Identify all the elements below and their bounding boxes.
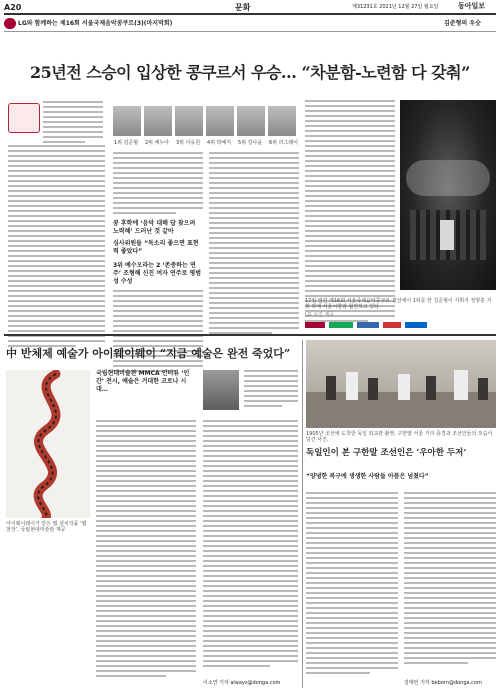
artwork-caption: 아이웨이웨이가 만든 뱀 설치작품 ‘뱀 천장’. 국립현대미술관 제공 [6, 521, 87, 533]
bottom-left-col-2 [203, 420, 298, 670]
historic-headline: 독일인이 본 구한말 조선인은 ‘우아한 두저’ [306, 448, 467, 458]
bottom-right-col-1 [306, 492, 398, 677]
portrait-label: 6위 리그레이 [269, 140, 298, 146]
bottom-left-text-top [244, 370, 298, 410]
paper-name: 동아일보 [458, 2, 486, 10]
sponsor-logos [305, 322, 496, 330]
artwork-photo [6, 370, 90, 518]
historic-photo-caption: 1905년 조선에 도착한 독일 외교관 촬영. 구한말 서울 거리 풍경과 조선인들의 모습이 담긴 사진. [306, 431, 493, 443]
subhead-3: 3위 예수오라는 2 ‘존중하는 연주’ 조형해 신진 여자 연주로 평범성 수성 [113, 262, 202, 285]
column-2-text-b [113, 290, 203, 375]
column-4-text [305, 100, 395, 325]
historic-byline: 김태언 기자 beborn@donga.com [404, 680, 482, 686]
kicker: LG와 함께하는 제16회 서울국제음악콩쿠르(3)(마지막회) [18, 20, 173, 27]
concert-photo-caption: 17일 열린 제16회 서울국제음악콩쿠르 결선에서 1위를 한 김준형이 지휘자 정명훈 지휘 하에 서울시향과 협연하고 있다. [305, 298, 492, 310]
historic-subhead: “양녕한 복구에 생생한 사람들 아픔은 넘쳤다” [306, 473, 429, 480]
historic-photo [306, 340, 496, 428]
subhead-1: 콩 후학에 ‘음악 대해 답 찾으려 노력해’ 드러난 것 같아 [113, 220, 196, 235]
portrait-label: 5위 강나윤 [238, 140, 263, 146]
section-divider [4, 334, 496, 336]
column-1-text-top [43, 101, 103, 146]
competition-emblem [8, 103, 40, 133]
photo-credit: LG 사진 제공 [305, 312, 335, 318]
kicker-rule [4, 31, 496, 32]
bottom-left-col-1 [96, 420, 196, 680]
author-tag: 김준형의 우승 [444, 20, 481, 27]
ai-weiwei-portrait [203, 370, 239, 410]
section-name: 문화 [235, 3, 251, 12]
page-number: A20 [4, 3, 22, 12]
portrait-label: 1위 김준형 [114, 140, 139, 146]
header-rule [4, 13, 496, 15]
ai-weiwei-byline: 이소연 기자 always@donga.com [203, 680, 281, 686]
ai-weiwei-headline: 中 반체제 예술가 아이웨이웨이 “지금 예술은 완전 죽었다” [6, 347, 291, 360]
subhead-2: 심사위원들 “독소리 좋으면 표현력 좋았다” [113, 240, 199, 255]
column-divider [302, 340, 303, 688]
concert-photo [400, 100, 496, 290]
column-2-text-a [113, 152, 203, 217]
ai-weiwei-subhead: 국립현대미술관 MMCA 인터뷰 ‘인간’ 전시, 예술은 거대한 코로나 시대… [96, 370, 190, 393]
portrait-label: 3위 이유원 [176, 140, 201, 146]
column-1-text [8, 145, 105, 350]
column-3-text-a [209, 152, 299, 337]
portrait-label: 4위 박예지 [207, 140, 232, 146]
lg-logo [4, 18, 16, 29]
bottom-right-col-2 [404, 492, 496, 667]
main-headline: 25년전 스승이 입상한 콩쿠르서 우승… “차분함-노련함 다 갖춰” [30, 63, 470, 82]
edition-info: 제31231호 2021년 12월 27일 월요일 [352, 4, 439, 10]
portrait-label: 2위 에누아 [145, 140, 170, 146]
